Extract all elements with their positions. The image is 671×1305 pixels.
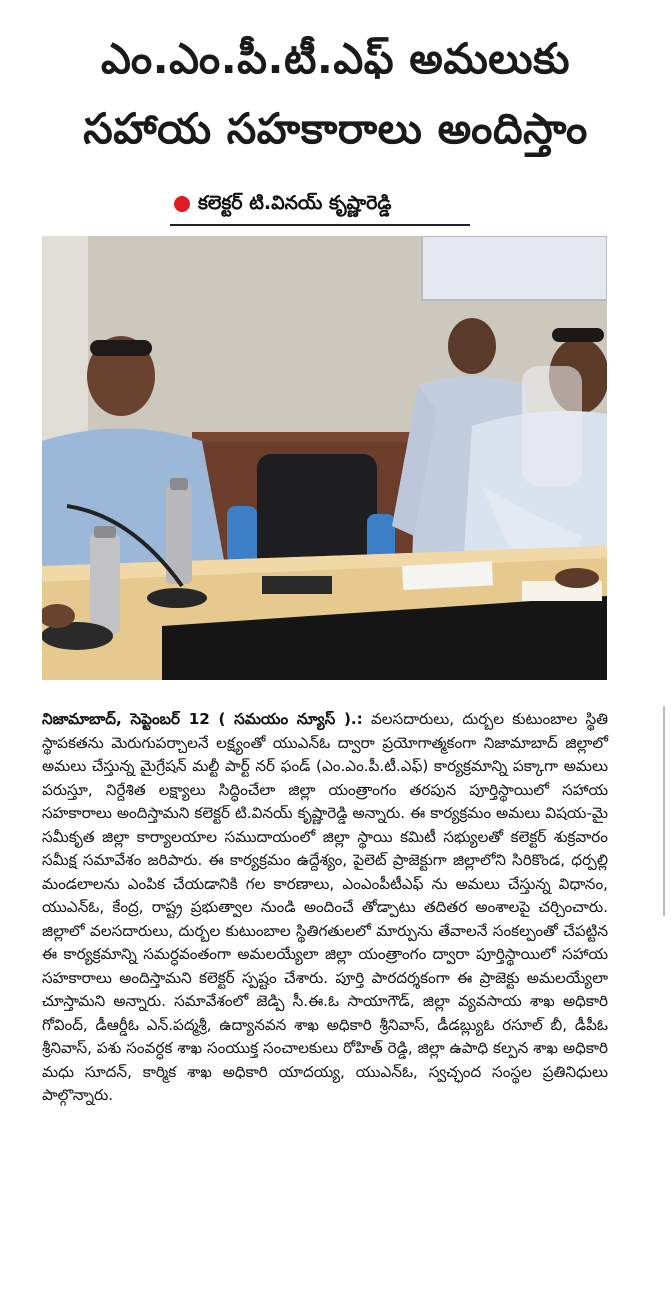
byline-name: కలెక్టర్ టి.వినయ్ కృష్ణారెడ్డి — [198, 192, 392, 214]
byline — [170, 192, 470, 226]
meeting-photo — [42, 236, 607, 680]
headline-line-2: సహాయ సహకారాలు అందిస్తాం — [83, 104, 588, 153]
headline-line-1: ఎం.ఎం.పీ.టీ.ఎఫ్ అమలుకు — [100, 34, 571, 83]
meeting-photo-icon — [42, 236, 607, 680]
article-dateline: నిజామాబాద్, సెప్టెంబర్ 12 ( సమయం న్యూస్ ).: — [42, 710, 363, 728]
page-edge-divider — [663, 706, 671, 916]
article-text: వలసదారులు, దుర్బల కుటుంబాల స్థితి స్థాపకతను మెరుగుపర్చాలనే లక్ష్యంతో యుఎన్ఓ ద్వారా ప్రయోగాత్మకంగా నిజామాబాద్ జిల్లాలో అమలు చేస్తున్న మైగ్రేషన్ మల్టీ పార్ట్ నర్ ఫండ్ (ఎం.ఎం.పీ.టీ.ఎఫ్) కార్యక్రమాన్ని పక్కాగా అమలు పరుస్తూ, నిర్దేశిత లక్ష్యాలు సిద్ధించేలా జిల్లా యంత్రాంగం తరపున పూర్తిస్థాయిలో సహాయ సహకారాలు అందిస్తామని కలెక్టర్ టి.వినయ్ కృష్ణారెడ్డి అన్నారు. ఈ కార్యక్రమం అమలు విషయ-మై సమీకృత జిల్లా కార్యాలయాల సముదాయంలో జిల్లా స్థాయి కమిటీ సభ్యులతో కలెక్టర్ శుక్రవారం సమీక్ష సమావేశం జరిపారు. ఈ కార్యక్రమం ఉద్దేశ్యం, పైలెట్ ప్రాజెక్టుగా జిల్లాలోని సిరికొండ, ధర్పల్లి మండలాలను ఎంపిక చేయడానికి గల కారణాలు, ఎంఎంపీటీఎఫ్ ను అమలు చేస్తున్న విధానం, యుఎన్ఓ, కేంద్ర, రాష్ట్ర ప్రభుత్వాల నుండి అందించే తోడ్పాటు తదితర అంశాలపై చర్చించారు. జిల్లాలో వలసదారులు, దుర్బల కుటుంబాల స్థితిగతులలో మార్పును తేవాలనే సంకల్పంతో చేపట్టిన ఈ కార్యక్రమాన్ని సమర్ధవంతంగా అమలయ్యేలా జిల్లా యంత్రాంగం ద్వారా పూర్తిస్థాయిలో సహాయ సహకారాలు అందిస్తామని కలెక్టర్ స్పష్టం చేశారు. పూర్తి పారదర్శకంగా ఈ ప్రాజెక్టు అమలయ్యేలా చూస్తామని అన్నారు. సమావేశంలో జెడ్పి సీ.ఈ.ఓ సాయాగౌడ్, జిల్లా వ్యవసాయ శాఖ అధికారి గోవింద్, డీఆర్డీఓ ఎన్.పద్మశ్రీ, ఉద్యానవన శాఖ అధికారి శ్రీనివాస్, డీడబ్ల్యుఓ రసూల్ బీ, డీపీఓ శ్రీనివాస్, పశు సంవర్ధక శాఖ సంయుక్త సంచాలకులు రోహిత్ రెడ్డి, జిల్లా ఉపాధి కల్పన శాఖ అధికారి మధు సూదన్, కార్మిక శాఖ అధికారి యాదయ్య, యుఎన్ఓ, స్వచ్ఛంద సంస్థల ప్రతినిధులు పాల్గొన్నారు. — [42, 710, 608, 1104]
article-body — [42, 708, 608, 1108]
bullet-dot-icon — [174, 196, 190, 212]
